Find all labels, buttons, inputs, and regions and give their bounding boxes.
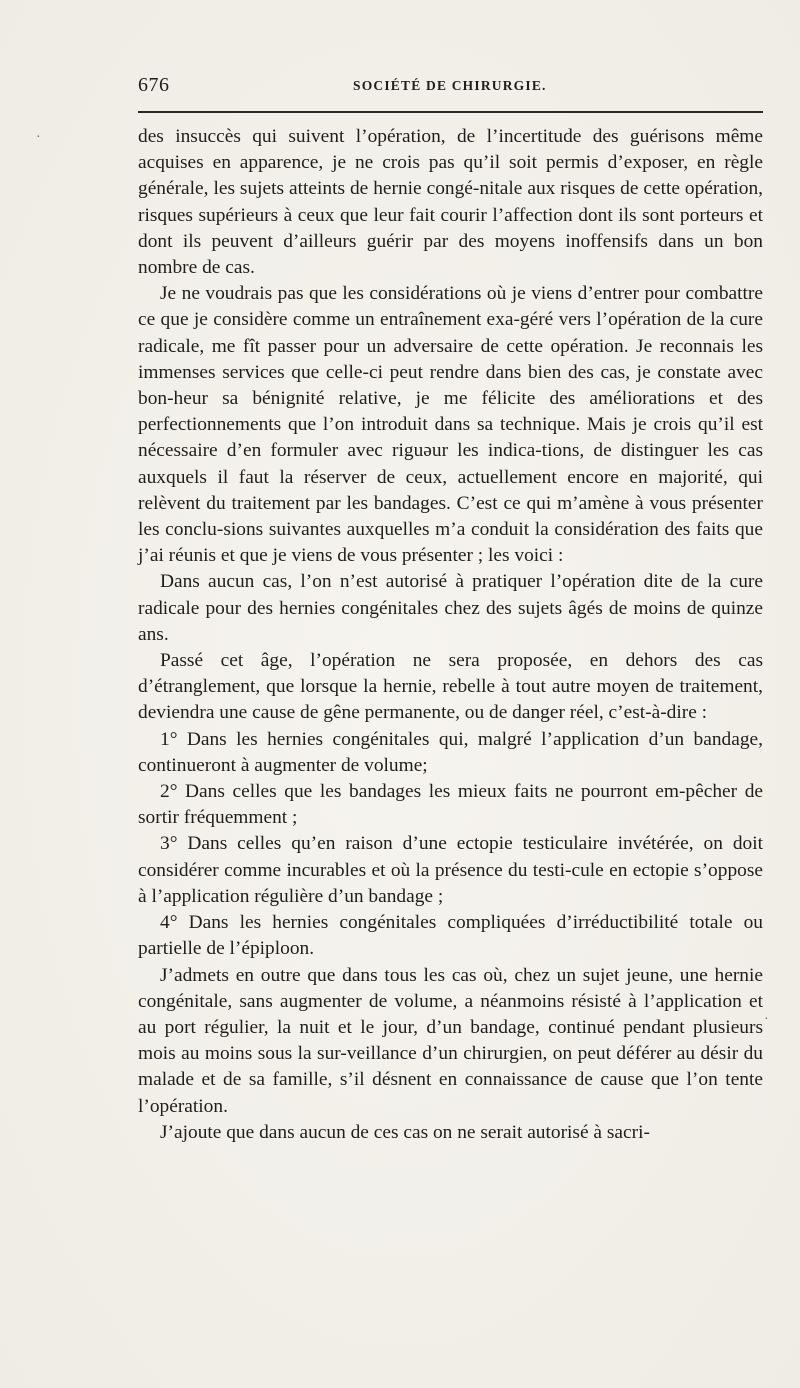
- list-item: 4° Dans les hernies congénitales compliquées d’irréductibilité totale ou partielle de l’épiploon.: [138, 912, 763, 960]
- margin-speck: ·: [764, 1012, 769, 1027]
- paragraph: Dans aucun cas, l’on n’est autorisé à pratiquer l’opération dite de la cure radicale pour des hernies congénitales chez des sujets âgés de moins de quinze ans.: [138, 571, 763, 645]
- paragraph: Je ne voudrais pas que les considérations où je viens d’entrer pour combattre ce que je considère comme un entraînement exa-géré vers l’opération de la cure radicale, me fît passer pour un adversaire de cette opération. Je reconnais les immenses services que celle-ci peut rendre dans bien des cas, je constate avec bon-heur sa bénignité relative, je me félicite des améliorations et des perfectionnements que l’on introduit dans sa technique. Mais je crois qu’il est nécessaire d’en formuler avec riguəur les indica-tions, de distinguer les cas auxquels il faut la réserver de ceux, actuellement encore en majorité, qui relèvent du traitement par les bandages. C’est ce qui m’amène à vous présenter les conclu-sions suivantes auxquelles m’a conduit la considération des faits que j’ai réunis et que je viens de vous présenter ; les voici :: [138, 283, 763, 567]
- list-item: 1° Dans les hernies congénitales qui, malgré l’application d’un bandage, continueront à augmenter de volume;: [138, 728, 763, 776]
- paragraph: Passé cet âge, l’opération ne sera proposée, en dehors des cas d’étranglement, que lorsque la hernie, rebelle à tout autre moyen de traitement, deviendra une cause de gêne permanente, ou de danger réel, c’est-à-dire :: [138, 650, 763, 724]
- running-head: SOCIÉTÉ DE CHIRURGIE.: [353, 78, 547, 93]
- margin-speck: ·: [36, 130, 41, 145]
- paragraph-continuation: des insuccès qui suivent l’opération, de l’incertitude des guérisons même acquises en apparence, je ne crois pas qu’il soit permis d’exposer, en règle générale, les sujets atteints de hernie congé-nitale aux risques de cette opération, risques supérieurs à ceux que leur fait courir l’affection dont ils sont porteurs et dont ils peuvent d’ailleurs guérir par des moyens inoffensifs dans un bon nombre de cas.: [138, 126, 763, 279]
- page-number: 676: [138, 74, 170, 96]
- paragraph: J’admets en outre que dans tous les cas où, chez un sujet jeune, une hernie congénitale, sans augmenter de volume, a néanmoins résisté à l’application et au port régulier, la nuit et le jour, d’un bandage, continué pendant plusieurs mois au moins sous la sur-veillance d’un chirurgien, on peut déférer au désir du malade et de sa famille, s’il désnent en connaissance de cause que l’on tente l’opération.: [138, 964, 763, 1117]
- page-header: [138, 74, 763, 98]
- list-item: 2° Dans celles que les bandages les mieux faits ne pourront em-pêcher de sortir fréquemment ;: [138, 781, 763, 829]
- header-rule: [138, 111, 763, 113]
- list-item: 3° Dans celles qu’en raison d’une ectopie testiculaire invétérée, on doit considérer comme incurables et où la présence du testi-cule en ectopie s’oppose à l’application régulière d’un bandage ;: [138, 833, 763, 907]
- body-text: [138, 124, 763, 1146]
- paragraph: J’ajoute que dans aucun de ces cas on ne serait autorisé à sacri-: [160, 1121, 650, 1143]
